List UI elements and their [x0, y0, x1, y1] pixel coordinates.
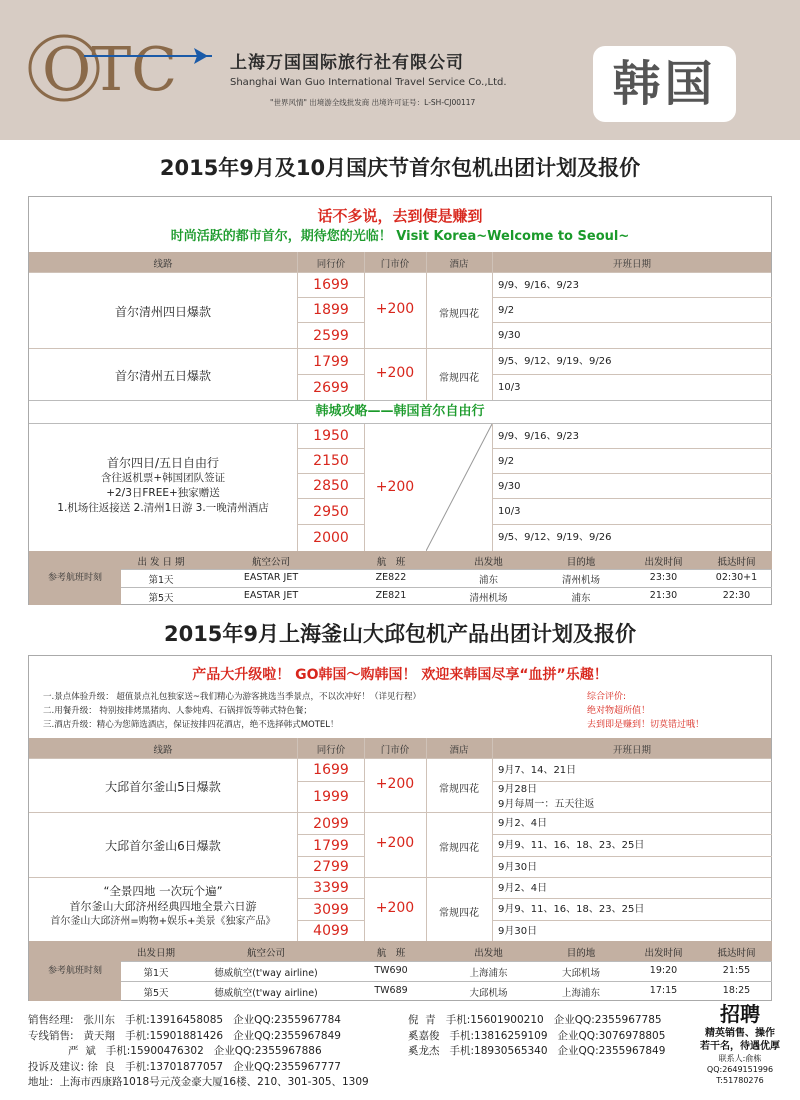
flight-cell: 大邱机场 — [469, 988, 508, 999]
flight-col: 目的地 — [566, 948, 596, 959]
flight-cell: 第5天 — [148, 593, 174, 604]
recruit-line: 若干名，待遇优厚 — [700, 1041, 780, 1052]
market-price: +200 — [375, 301, 415, 317]
logo-text: OTC — [42, 35, 178, 105]
flight-label: 参考航班时刻 — [29, 551, 121, 605]
market-price: +200 — [375, 900, 415, 916]
price-cell: 1699 — [298, 273, 364, 298]
market-price: +200 — [375, 776, 415, 792]
route-line: 含往返机票+韩国团队签证 — [100, 472, 226, 484]
price-cell: 1899 — [298, 298, 364, 323]
flight-cell: EASTAR JET — [243, 590, 299, 601]
flight-row — [121, 569, 772, 587]
col-retail-price: 门市价 — [380, 259, 410, 270]
price-cell: 2799 — [313, 859, 349, 875]
col-peer-price: 同行价 — [316, 259, 346, 270]
route-line: “全景四地 一次玩个遍” — [103, 884, 223, 898]
route-line: 首尔釜山大邱济州经典四地全景六日游 — [69, 900, 257, 913]
route-name: 首尔清州五日爆款 — [114, 369, 211, 383]
flight-col: 出发时间 — [644, 557, 683, 568]
hotel-cell: 常规四花 — [439, 908, 479, 919]
flight-col: 出 发 日 期 — [137, 557, 185, 568]
dates-cell: 10/3 — [492, 499, 772, 525]
flight-cell: 浦东 — [571, 593, 591, 604]
route-name: 大邱首尔釜山5日爆款 — [105, 780, 221, 794]
contact-line: 销售经理: 张川东 手机:13916458085 企业QQ:2355967784 — [28, 1014, 341, 1026]
route-line: 1.机场往返接送 2.清州1日游 3.一晚清州酒店 — [57, 502, 269, 514]
section1-subtagline: 时尚活跃的都市首尔，期待您的光临！ Visit Korea~Welcome to Seoul~ — [170, 229, 630, 244]
company-name-en: Shanghai Wan Guo International Travel Service Co.,Ltd. — [230, 77, 507, 88]
eval-line: 综合评价: — [587, 692, 627, 702]
price-cell: 1699 — [298, 759, 364, 782]
recruit-line: 联系人:俞栋 — [718, 1054, 762, 1063]
section1-table — [28, 196, 772, 605]
section2-tagline: 产品大升级啦！ GO韩国～购韩国！ 欢迎来韩国尽享“血拼”乐趣！ — [192, 667, 608, 683]
route-desc — [29, 456, 297, 516]
contact-line: 投诉及建议: 徐 良 手机:13701877057 企业QQ:2355967777 — [28, 1060, 341, 1073]
price-cell: 4099 — [313, 923, 349, 939]
upgrade-notes — [43, 690, 421, 732]
table-row-group — [29, 424, 771, 551]
license-text: "世界风情" 出境游全线批发商 出境许可证号：L-SH-CJ00117 — [270, 98, 476, 107]
dates-cell: 9/30 — [498, 330, 521, 341]
dates-cell: 9/9、9/16、9/23 — [492, 424, 772, 449]
flight-cell: 上海浦东 — [469, 968, 508, 979]
flight-col: 抵达时间 — [717, 948, 756, 959]
dates-cell: 9/9、9/16、9/23 — [492, 273, 772, 298]
company-logo — [24, 28, 214, 108]
market-price: +200 — [375, 365, 415, 381]
col-route: 线路 — [153, 259, 173, 270]
market-price: +200 — [375, 835, 415, 851]
flight-cell: ZE821 — [375, 590, 407, 601]
contact-line: 奚嘉俊 手机:13816259109 企业QQ:3076978805 — [408, 1029, 666, 1042]
flight-cell: 清州机场 — [561, 575, 600, 586]
recruit-box — [690, 998, 790, 1086]
market-price: +200 — [375, 479, 415, 495]
route-desc — [29, 884, 297, 929]
section2-table — [28, 655, 772, 1001]
contact-line: 奚龙杰 手机:18930565340 企业QQ:2355967849 — [408, 1045, 666, 1057]
hotel-diagonal — [426, 424, 492, 551]
flight-col: 出发地 — [474, 948, 503, 959]
eval-line: 去到即是赚到！切莫错过哦！ — [587, 720, 705, 730]
price-cell: 1999 — [313, 789, 349, 805]
hotel-cell: 常规四花 — [439, 784, 479, 795]
eval-line: 绝对物超所值！ — [587, 706, 651, 716]
price-cell: 2850 — [298, 474, 364, 499]
col-hotel: 酒店 — [449, 745, 469, 756]
route-name: 首尔清州四日爆款 — [114, 305, 211, 319]
price-cell: 3399 — [298, 878, 364, 899]
flight-col: 航空公司 — [251, 557, 290, 568]
recruit-line: T:51780276 — [716, 1076, 764, 1085]
note-line: 三.酒店升级：精心为您筛选酒店，保证按排四花酒店，绝不选择韩式MOTEL！ — [43, 720, 339, 730]
col-dates: 开班日期 — [612, 259, 651, 270]
flight-cell: TW689 — [374, 985, 408, 996]
flight-col: 航 班 — [376, 557, 406, 568]
company-name-cn: 上海万国国际旅行社有限公司 — [230, 53, 464, 73]
flight-col: 航 班 — [376, 948, 406, 959]
flight-row — [121, 961, 772, 981]
header — [0, 0, 800, 140]
dates-cell: 9月2、4日 — [492, 878, 772, 899]
dates-cell: 9月2、4日 — [492, 813, 772, 835]
dates-cell: 9月30日 — [498, 862, 538, 873]
dates-cell: 9月7、14、21日 — [492, 759, 772, 782]
hotel-cell: 常规四花 — [439, 843, 479, 854]
table-row-group — [29, 758, 771, 812]
free-travel-subtitle: 韩城攻略——韩国首尔自由行 — [29, 400, 771, 424]
price-cell: 1799 — [298, 835, 364, 857]
contacts-right — [408, 1013, 665, 1060]
col-route: 线路 — [153, 745, 173, 756]
evaluation — [587, 690, 704, 732]
flight-cell: 第1天 — [148, 575, 174, 586]
dates-cell: 9/5、9/12、9/19、9/26 — [492, 349, 772, 375]
flight-cell: 02:30+1 — [715, 572, 758, 583]
flight-cell: 19:20 — [649, 965, 678, 976]
flight-col: 出发时间 — [644, 948, 683, 959]
dates-cell: 9月每周一：五天往返 — [498, 799, 595, 810]
col-dates: 开班日期 — [612, 745, 651, 756]
route-line: +2/3日FREE+独家赠送 — [106, 487, 220, 499]
table-row-group — [29, 272, 771, 348]
address-line: 地址：上海市西康路1018号元茂金豪大厦16楼、210、301-305、1309 — [28, 1076, 369, 1088]
flight-cell: 18:25 — [722, 985, 751, 996]
route-name: 大邱首尔釜山6日爆款 — [105, 839, 221, 853]
flight-header — [121, 941, 772, 961]
flight-cell: 上海浦东 — [561, 988, 600, 999]
col-peer-price: 同行价 — [316, 745, 346, 756]
dates-cell: 9/2 — [492, 298, 772, 323]
section2-col-header — [29, 738, 771, 758]
dates-cell: 9月30日 — [498, 926, 538, 937]
flight-col: 出发地 — [474, 557, 503, 568]
section1-col-header — [29, 252, 771, 272]
flight-cell: 21:30 — [649, 590, 678, 601]
flight-cell: 17:15 — [649, 985, 678, 996]
price-cell: 2599 — [313, 328, 349, 344]
table-row-group — [29, 812, 771, 877]
flight-col: 出发日期 — [136, 948, 175, 959]
flight-label: 参考航班时刻 — [29, 941, 121, 1001]
recruit-title: 招聘 — [720, 1002, 760, 1026]
dates-cell: 9/5、9/12、9/19、9/26 — [498, 532, 612, 543]
flight-col: 抵达时间 — [717, 557, 756, 568]
flight-cell: 第1天 — [143, 968, 169, 979]
price-cell: 1799 — [298, 349, 364, 375]
hotel-cell: 常规四花 — [439, 309, 479, 320]
flight-cell: 21:55 — [722, 965, 751, 976]
note-line: 一.景点体验升级： 超值景点礼包独家送~我们精心为游客挑选当季景点，不以次冲好！（详见行程） — [43, 692, 422, 702]
dates-cell: 9/2 — [492, 449, 772, 474]
flight-row — [121, 981, 772, 1001]
flight-col: 航空公司 — [246, 948, 285, 959]
recruit-line: QQ:2649151996 — [706, 1065, 774, 1074]
flight-col: 目的地 — [566, 557, 596, 568]
flight-cell: TW690 — [374, 965, 408, 976]
contact-line: 倪 青 手机:15601900210 企业QQ:2355967785 — [408, 1014, 662, 1026]
table-row-group — [29, 877, 771, 941]
flight-cell: 浦东 — [478, 575, 498, 586]
flight-cell: ZE822 — [375, 572, 407, 583]
section2-title: 2015年9月上海釜山大邱包机产品出团计划及报价 — [163, 622, 637, 646]
price-cell: 2950 — [298, 499, 364, 525]
hotel-cell: 常规四花 — [439, 373, 479, 384]
price-cell: 2150 — [298, 449, 364, 474]
section1-tagline: 话不多说，去到便是赚到 — [317, 207, 483, 225]
dates-cell: 9月9、11、16、18、23、25日 — [492, 899, 772, 921]
route-line: 首尔四日/五日自由行 — [106, 456, 220, 470]
flight-header — [121, 551, 772, 569]
flight-cell: EASTAR JET — [243, 572, 299, 583]
note-line: 二.用餐升级： 特别按排烤黑猪肉、人参炖鸡、石锅拌饭等韩式特色餐； — [43, 706, 312, 716]
price-cell: 2699 — [313, 380, 349, 396]
flight-cell: 第5天 — [143, 988, 169, 999]
recruit-line: 精英销售、操作 — [705, 1028, 775, 1039]
price-cell: 2099 — [298, 813, 364, 835]
contact-line: 严 斌 手机:15900476302 企业QQ:2355967886 — [28, 1045, 322, 1057]
flight-cell: 清州机场 — [469, 593, 508, 604]
flight-row — [121, 587, 772, 605]
dates-cell: 10/3 — [498, 382, 521, 393]
flight-cell: 德威航空(t'way airline) — [214, 988, 318, 999]
dates-cell: 9月28日 — [498, 784, 538, 795]
flight-cell: 大邱机场 — [561, 968, 600, 979]
dates-cell: 9/30 — [492, 474, 772, 499]
table-row-group — [29, 348, 771, 400]
price-cell: 2000 — [313, 530, 349, 546]
col-hotel: 酒店 — [449, 259, 469, 270]
section1-title: 2015年9月及10月国庆节首尔包机出团计划及报价 — [159, 156, 641, 180]
flight-cell: 23:30 — [649, 572, 678, 583]
price-cell: 3099 — [298, 899, 364, 921]
flight-cell: 22:30 — [722, 590, 751, 601]
price-cell: 1950 — [298, 424, 364, 449]
route-line: 首尔釜山大邱济州=购物+娱乐+美景《独家产品》 — [50, 916, 276, 927]
col-retail-price: 门市价 — [380, 745, 410, 756]
country-title: 韩国 — [612, 56, 717, 112]
contact-line: 专线销售: 黄天翔 手机:15901881426 企业QQ:2355967849 — [28, 1029, 341, 1042]
dates-cell: 9月9、11、16、18、23、25日 — [492, 835, 772, 857]
flight-cell: 德威航空(t'way airline) — [214, 968, 318, 979]
contacts-left — [28, 1013, 369, 1091]
